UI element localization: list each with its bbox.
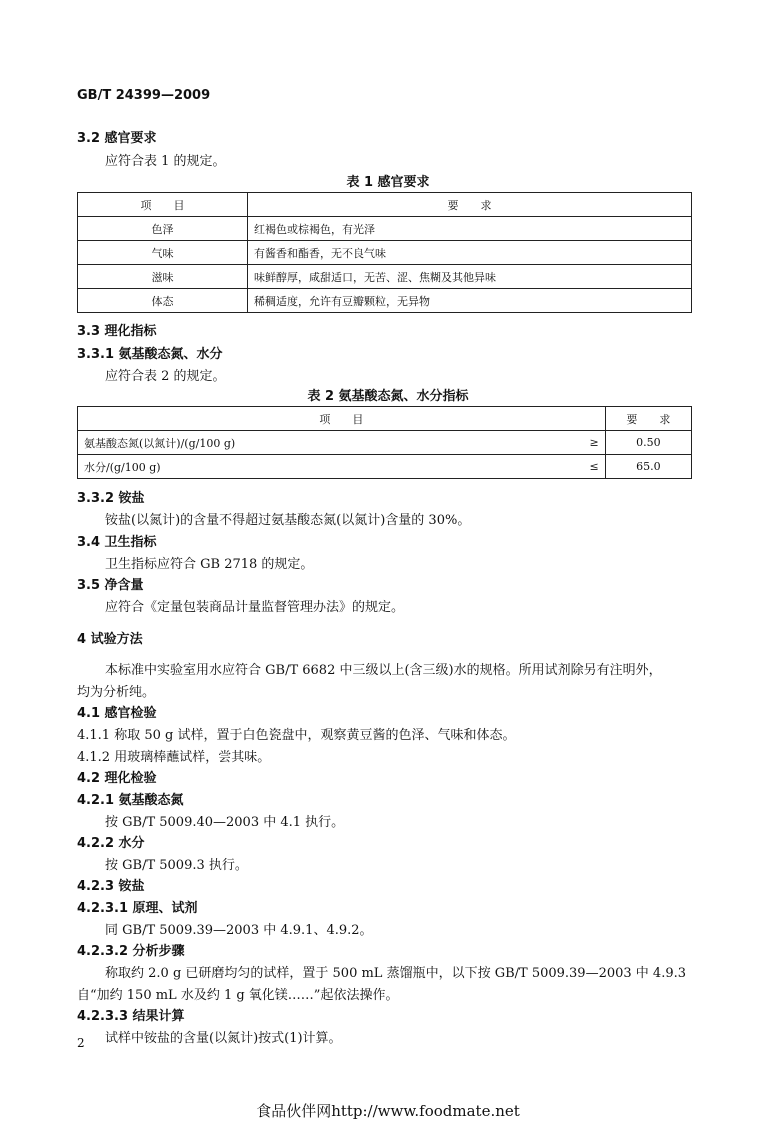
section-3-5-heading: 3.5 净含量: [77, 578, 144, 593]
table1-caption: 表 1 感官要求: [346, 175, 430, 190]
table1-cell: 有酱香和酯香，无不良气味: [248, 241, 692, 265]
section-4-text-line2: 均为分析纯。: [77, 685, 156, 700]
section-4-2-3-1-text: 同 GB/T 5009.39—2003 中 4.9.1、4.9.2。: [105, 923, 373, 938]
section-3-5-text: 应符合《定量包装商品计量监督管理办法》的规定。: [105, 600, 405, 615]
section-4-2-2-text: 按 GB/T 5009.3 执行。: [105, 858, 248, 873]
table-row: [78, 265, 692, 289]
less-equal-symbol: ≤: [563, 455, 606, 479]
section-4-2-3-3-text: 试样中铵盐的含量(以氮计)按式(1)计算。: [105, 1031, 342, 1046]
table2-caption: 表 2 氨基酸态氮、水分指标: [307, 389, 469, 404]
table1-cell: 红褐色或棕褐色，有光泽: [248, 217, 692, 241]
table1-cell: 体态: [78, 289, 248, 313]
section-3-2-text: 应符合表 1 的规定。: [105, 154, 226, 169]
section-4-2-3-2-text-line1: 称取约 2.0 g 已研磨均匀的试样，置于 500 mL 蒸馏瓶中，以下按 GB/T 5009.39—2003 中 4.9.3: [105, 966, 687, 981]
section-4-2-2-heading: 4.2.2 水分: [77, 836, 145, 851]
table2-cell: 氨基酸态氮(以氮计)/(g/100 g): [78, 431, 563, 455]
table2-cell: 水分/(g/100 g): [78, 455, 563, 479]
table-row: [78, 241, 692, 265]
section-4-2-1-text: 按 GB/T 5009.40—2003 中 4.1 执行。: [105, 815, 345, 830]
table-header-row: [78, 407, 692, 431]
section-4-text-line1: 本标准中实验室用水应符合 GB/T 6682 中三级以上(含三级)水的规格。所用试剂除另有注明外，: [105, 663, 662, 678]
section-4-2-3-2-heading: 4.2.3.2 分析步骤: [77, 944, 185, 959]
greater-equal-symbol: ≥: [563, 431, 606, 455]
table1-cell: 滋味: [78, 265, 248, 289]
footer-watermark: 食品伙伴网http://www.foodmate.net: [256, 1102, 520, 1120]
section-3-3-2-heading: 3.3.2 铵盐: [77, 491, 145, 506]
table1-header-item: 项 目: [78, 193, 248, 217]
table2-header-requirement: 要 求: [605, 407, 691, 431]
table2-cell: 65.0: [605, 455, 691, 479]
section-4-2-1-heading: 4.2.1 氨基酸态氮: [77, 793, 184, 808]
table1-cell: 色泽: [78, 217, 248, 241]
table-row: [78, 431, 692, 455]
table2-header-item: 项 目: [78, 407, 606, 431]
table1: [77, 192, 692, 313]
table1-cell: 味鲜醇厚，咸甜适口，无苦、涩、焦糊及其他异味: [248, 265, 692, 289]
section-4-heading: 4 试验方法: [77, 632, 143, 647]
section-4-1-2-text: 4.1.2 用玻璃棒蘸试样，尝其味。: [77, 750, 271, 765]
table1-cell: 稀稠适度，允许有豆瓣颗粒，无异物: [248, 289, 692, 313]
section-3-4-text: 卫生指标应符合 GB 2718 的规定。: [105, 557, 314, 572]
section-4-1-1-text: 4.1.1 称取 50 g 试样，置于白色瓷盘中，观察黄豆酱的色泽、气味和体态。: [77, 728, 516, 743]
table-row: [78, 217, 692, 241]
standard-number: GB/T 24399—2009: [77, 88, 211, 103]
table1-cell: 气味: [78, 241, 248, 265]
section-3-3-1-text: 应符合表 2 的规定。: [105, 369, 226, 384]
section-3-3-2-text: 铵盐(以氮计)的含量不得超过氨基酸态氮(以氮计)含量的 30%。: [105, 513, 471, 528]
section-4-2-3-3-heading: 4.2.3.3 结果计算: [77, 1009, 185, 1024]
section-4-2-3-2-text-line2: 自“加约 150 mL 水及约 1 g 氧化镁……”起依法操作。: [77, 988, 399, 1003]
table-row: [78, 455, 692, 479]
section-4-2-3-heading: 4.2.3 铵盐: [77, 879, 145, 894]
section-4-2-3-1-heading: 4.2.3.1 原理、试剂: [77, 901, 198, 916]
table2-cell: 0.50: [605, 431, 691, 455]
page-number: 2: [77, 1036, 85, 1050]
table1-header-requirement: 要 求: [248, 193, 692, 217]
section-3-4-heading: 3.4 卫生指标: [77, 535, 157, 550]
table-header-row: [78, 193, 692, 217]
section-4-1-heading: 4.1 感官检验: [77, 706, 157, 721]
section-3-3-1-heading: 3.3.1 氨基酸态氮、水分: [77, 347, 223, 362]
section-4-2-heading: 4.2 理化检验: [77, 771, 157, 786]
section-3-2-heading: 3.2 感官要求: [77, 131, 157, 146]
section-3-3-heading: 3.3 理化指标: [77, 324, 157, 339]
table2: [77, 406, 692, 479]
table-row: [78, 289, 692, 313]
